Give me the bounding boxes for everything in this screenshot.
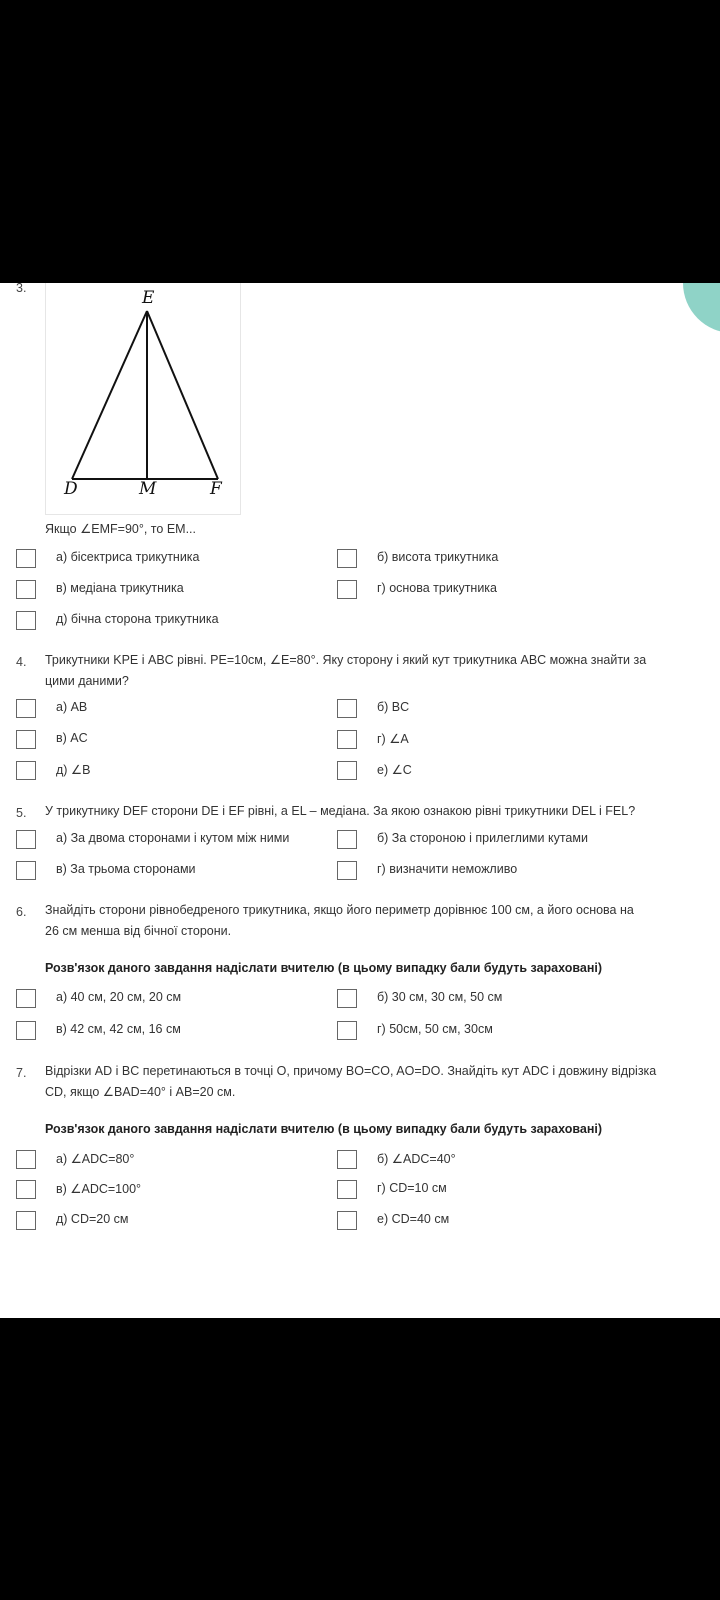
checkbox-q4-e[interactable] xyxy=(337,761,357,780)
checkbox-q5-b[interactable] xyxy=(337,830,357,849)
question-3-number: 3. xyxy=(16,283,27,295)
checkbox-q5-v[interactable] xyxy=(16,861,36,880)
worksheet-page xyxy=(0,283,720,1318)
question-5-number: 5. xyxy=(16,806,27,820)
checkbox-q3-a[interactable] xyxy=(16,549,36,568)
option-q4-v: в) AC xyxy=(56,731,88,745)
checkbox-q6-a[interactable] xyxy=(16,989,36,1008)
checkbox-q7-e[interactable] xyxy=(337,1211,357,1230)
option-q4-g: г) ∠A xyxy=(377,732,409,746)
option-q6-a: а) 40 см, 20 см, 20 см xyxy=(56,990,182,1004)
option-q3-b: б) висота трикутника xyxy=(377,550,499,564)
triangle-side-ef xyxy=(147,311,218,479)
checkbox-q6-b[interactable] xyxy=(337,989,357,1008)
question-4-number: 4. xyxy=(16,655,27,669)
question-6-text-line1: Знайдіть сторони рівнобедреного трикутника, якщо його периметр дорівнює 100 см, а його основа на xyxy=(45,903,634,917)
option-q7-d: д) CD=20 см xyxy=(56,1212,129,1226)
option-q5-a: а) За двома сторонами і кутом між ними xyxy=(56,831,290,845)
checkbox-q5-g[interactable] xyxy=(337,861,357,880)
question-4-text-line2: цими даними? xyxy=(45,674,129,688)
option-q6-g: г) 50см, 50 см, 30см xyxy=(377,1022,493,1036)
option-q7-a: а) ∠ADC=80° xyxy=(56,1152,135,1166)
checkbox-q6-g[interactable] xyxy=(337,1021,357,1040)
question-3-stem: Якщо ∠EMF=90°, то EM... xyxy=(45,522,196,536)
option-q3-d: д) бічна сторона трикутника xyxy=(56,612,219,626)
floating-action-button[interactable] xyxy=(683,283,720,333)
checkbox-q3-d[interactable] xyxy=(16,611,36,630)
option-q3-v: в) медіана трикутника xyxy=(56,581,184,595)
triangle-side-ed xyxy=(72,311,147,479)
triangle-figure xyxy=(60,303,230,498)
option-q7-e: е) CD=40 см xyxy=(377,1212,450,1226)
option-q5-b: б) За стороною і прилеглими кутами xyxy=(377,831,588,845)
checkbox-q5-a[interactable] xyxy=(16,830,36,849)
checkbox-q7-a[interactable] xyxy=(16,1150,36,1169)
checkbox-q3-g[interactable] xyxy=(337,580,357,599)
vertex-label-m: M xyxy=(139,479,157,499)
question-7-note: Розв'язок даного завдання надіслати вчителю (в цьому випадку бали будуть зараховані) xyxy=(45,1122,603,1136)
vertex-label-e: E xyxy=(142,288,155,308)
option-q6-v: в) 42 см, 42 см, 16 см xyxy=(56,1022,181,1036)
question-4-text-line1: Трикутники KPE і ABC рівні. PE=10см, ∠E=80°. Яку сторону і який кут трикутника ABC можна знайти за xyxy=(45,653,647,667)
option-q4-b: б) BC xyxy=(377,700,410,714)
option-q5-v: в) За трьома сторонами xyxy=(56,862,196,876)
question-6-note: Розв'язок даного завдання надіслати вчителю (в цьому випадку бали будуть зараховані) xyxy=(45,961,603,975)
question-7-text-line1: Відрізки AD і BC перетинаються в точці O, причому BO=CO, AO=DO. Знайдіть кут ADC і довжину відрізка xyxy=(45,1064,657,1078)
option-q7-v: в) ∠ADC=100° xyxy=(56,1182,142,1196)
option-q4-e: е) ∠C xyxy=(377,763,412,777)
option-q6-b: б) 30 см, 30 см, 50 см xyxy=(377,990,503,1004)
option-q7-b: б) ∠ADC=40° xyxy=(377,1152,456,1166)
checkbox-q7-b[interactable] xyxy=(337,1150,357,1169)
vertex-label-d: D xyxy=(64,479,78,499)
option-q4-d: д) ∠B xyxy=(56,763,91,777)
vertex-label-f: F xyxy=(210,479,222,499)
checkbox-q6-v[interactable] xyxy=(16,1021,36,1040)
checkbox-q7-d[interactable] xyxy=(16,1211,36,1230)
question-6-number: 6. xyxy=(16,905,27,919)
option-q7-g: г) CD=10 см xyxy=(377,1181,447,1195)
checkbox-q7-g[interactable] xyxy=(337,1180,357,1199)
checkbox-q4-v[interactable] xyxy=(16,730,36,749)
checkbox-q4-b[interactable] xyxy=(337,699,357,718)
question-7-number: 7. xyxy=(16,1066,27,1080)
checkbox-q3-v[interactable] xyxy=(16,580,36,599)
option-q3-g: г) основа трикутника xyxy=(377,581,498,595)
checkbox-q7-v[interactable] xyxy=(16,1180,36,1199)
checkbox-q4-d[interactable] xyxy=(16,761,36,780)
question-7-text-line2: CD, якщо ∠BAD=40° і AB=20 см. xyxy=(45,1085,236,1099)
question-5-text-line1: У трикутнику DEF сторони DE і EF рівні, а EL – медіана. За якою ознакою рівні трикутники DEL і FEL? xyxy=(45,804,636,818)
checkbox-q4-a[interactable] xyxy=(16,699,36,718)
option-q5-g: г) визначити неможливо xyxy=(377,862,518,876)
option-q4-a: а) AB xyxy=(56,700,88,714)
checkbox-q3-b[interactable] xyxy=(337,549,357,568)
option-q3-a: а) бісектриса трикутника xyxy=(56,550,200,564)
checkbox-q4-g[interactable] xyxy=(337,730,357,749)
question-6-text-line2: 26 см менша від бічної сторони. xyxy=(45,924,232,938)
